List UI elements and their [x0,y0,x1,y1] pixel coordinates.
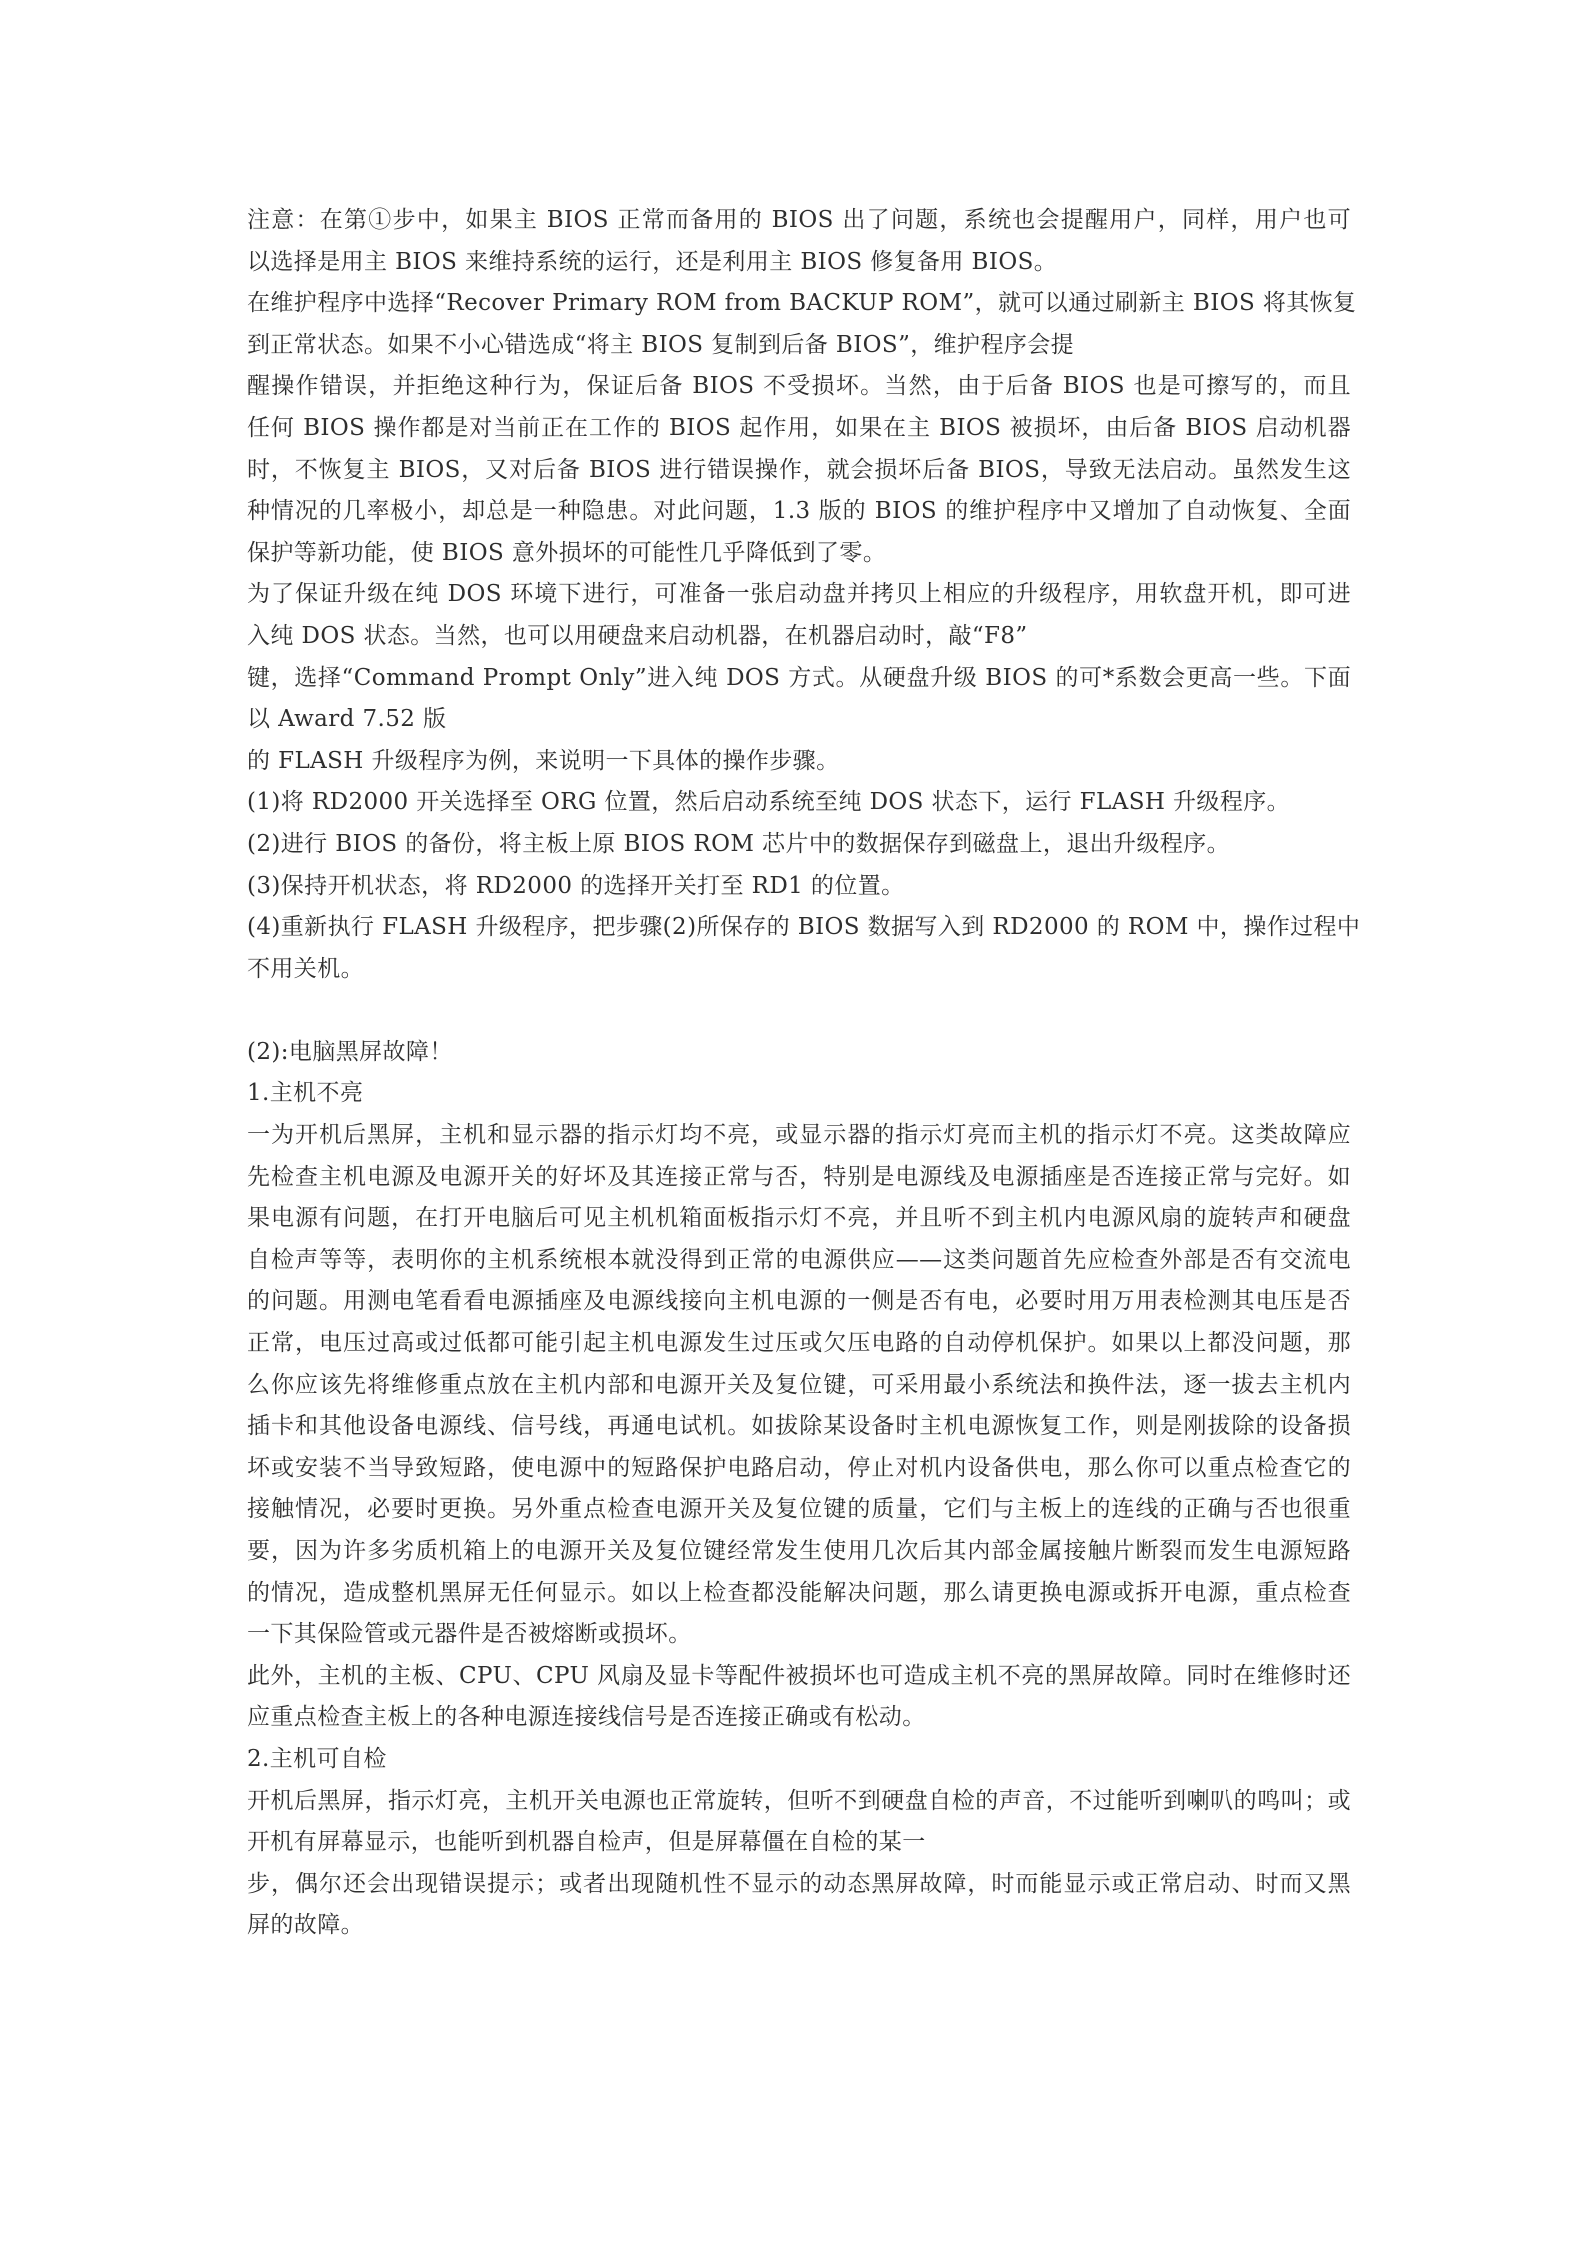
text-line: 一为开机后黑屏，主机和显示器的指示灯均不亮，或显示器的指示灯亮而主机的指示灯不亮。这类故障应 [247,1122,1351,1149]
text-line: 保护等新功能，使 BIOS 意外损坏的可能性几乎降低到了零。 [247,539,887,566]
text-line: 要，因为许多劣质机箱上的电源开关及复位键经常发生使用几次后其内部金属接触片断裂而发生电源短路 [247,1538,1351,1564]
text-line: 此外，主机的主板、CPU、CPU 风扇及显卡等配件被损坏也可造成主机不亮的黑屏故障。同时在维修时还 [247,1662,1351,1689]
text-line: 自检声等等，表明你的主机系统根本就没得到正常的电源供应——这类问题首先应检查外部是否有交流电 [247,1246,1351,1273]
text-line: 1.主机不亮 [247,1080,364,1107]
text-line: 正常，电压过高或过低都可能引起主机电源发生过压或欠压电路的自动停机保护。如果以上都没问题，那 [247,1330,1351,1357]
text-line: 步，偶尔还会出现错误提示；或者出现随机性不显示的动态黑屏故障，时而能显示或正常启动、时而又黑 [247,1870,1351,1897]
text-line: 在维护程序中选择“Recover Primary ROM from BACKUP ROM”，就可以通过刷新主 BIOS 将其恢复 [247,290,1357,317]
blank-line [247,990,1351,1032]
text-line: 开机有屏幕显示，也能听到机器自检声，但是屏幕僵在自检的某一 [247,1829,926,1856]
text-line: 开机后黑屏，指示灯亮，主机开关电源也正常旋转，但听不到硬盘自检的声音，不过能听到喇叭的鸣叫；或 [247,1787,1351,1814]
text-line: 键，选择“Command Prompt Only”进入纯 DOS 方式。从硬盘升级 BIOS 的可*系数会更高一些。下面 [247,664,1351,691]
text-line: 以 Award 7.52 版 [247,706,447,733]
text-line: 注意：在第①步中，如果主 BIOS 正常而备用的 BIOS 出了问题，系统也会提醒用户，同样，用户也可 [247,207,1351,233]
text-line: 到正常状态。如果不小心错选成“将主 BIOS 复制到后备 BIOS”，维护程序会提 [247,331,1075,358]
document-body [247,200,1361,1947]
text-line: 以选择是用主 BIOS 来维持系统的运行，还是利用主 BIOS 修复备用 BIOS。 [247,248,1058,275]
text-line: 时，不恢复主 BIOS，又对后备 BIOS 进行错误操作，就会损坏后备 BIOS，导致无法启动。虽然发生这 [247,456,1351,483]
text-line: (3)保持开机状态，将 RD2000 的选择开关打至 RD1 的位置。 [247,872,905,899]
text-line: 入纯 DOS 状态。当然，也可以用硬盘来启动机器，在机器启动时，敲“F8” [247,622,1028,649]
text-line: 的情况，造成整机黑屏无任何显示。如以上检查都没能解决问题，那么请更换电源或拆开电源，重点检查 [247,1579,1351,1606]
text-line: (2)进行 BIOS 的备份，将主板上原 BIOS ROM 芯片中的数据保存到磁盘上，退出升级程序。 [247,830,1231,857]
text-line: 么你应该先将维修重点放在主机内部和电源开关及复位键，可采用最小系统法和换件法，逐一拔去主机内 [247,1371,1351,1398]
text-line: 应重点检查主板上的各种电源连接线信号是否连接正确或有松动。 [247,1704,926,1731]
text-line: 屏的故障。 [247,1912,364,1939]
text-line: (4)重新执行 FLASH 升级程序，把步骤(2)所保存的 BIOS 数据写入到 RD2000 的 ROM 中，操作过程中 [247,914,1361,941]
text-line: 果电源有问题，在打开电脑后可见主机机箱面板指示灯不亮，并且听不到主机内电源风扇的旋转声和硬盘 [247,1205,1351,1232]
text-line: 不用关机。 [247,955,364,982]
text-line: (2):电脑黑屏故障！ [247,1038,453,1065]
text-line: 坏或安装不当导致短路，使电源中的短路保护电路启动，停止对机内设备供电，那么你可以重点检查它的 [247,1454,1351,1481]
text-line: (1)将 RD2000 开关选择至 ORG 位置，然后启动系统至纯 DOS 状态下，运行 FLASH 升级程序。 [247,789,1291,816]
text-line: 2.主机可自检 [247,1745,387,1772]
text-line: 插卡和其他设备电源线、信号线，再通电试机。如拔除某设备时主机电源恢复工作，则是刚拔除的设备损 [247,1413,1351,1440]
text-line: 的 FLASH 升级程序为例，来说明一下具体的操作步骤。 [247,747,840,774]
text-line: 醒操作错误，并拒绝这种行为，保证后备 BIOS 不受损坏。当然，由于后备 BIOS 也是可擦写的，而且 [247,373,1351,400]
text-line: 种情况的几率极小，却总是一种隐患。对此问题，1.3 版的 BIOS 的维护程序中又增加了自动恢复、全面 [247,498,1351,525]
text-line: 为了保证升级在纯 DOS 环境下进行，可准备一张启动盘并拷贝上相应的升级程序，用软盘开机，即可进 [247,581,1351,608]
text-line: 任何 BIOS 操作都是对当前正在工作的 BIOS 起作用，如果在主 BIOS 被损坏，由后备 BIOS 启动机器 [247,414,1351,441]
text-line: 的问题。用测电笔看看电源插座及电源线接向主机电源的一侧是否有电，必要时用万用表检测其电压是否 [247,1288,1351,1315]
text-line: 接触情况，必要时更换。另外重点检查电源开关及复位键的质量，它们与主板上的连线的正确与否也很重 [247,1496,1351,1523]
text-line: 一下其保险管或元器件是否被熔断或损坏。 [247,1621,692,1648]
text-line: 先检查主机电源及电源开关的好坏及其连接正常与否，特别是电源线及电源插座是否连接正常与完好。如 [247,1163,1351,1190]
